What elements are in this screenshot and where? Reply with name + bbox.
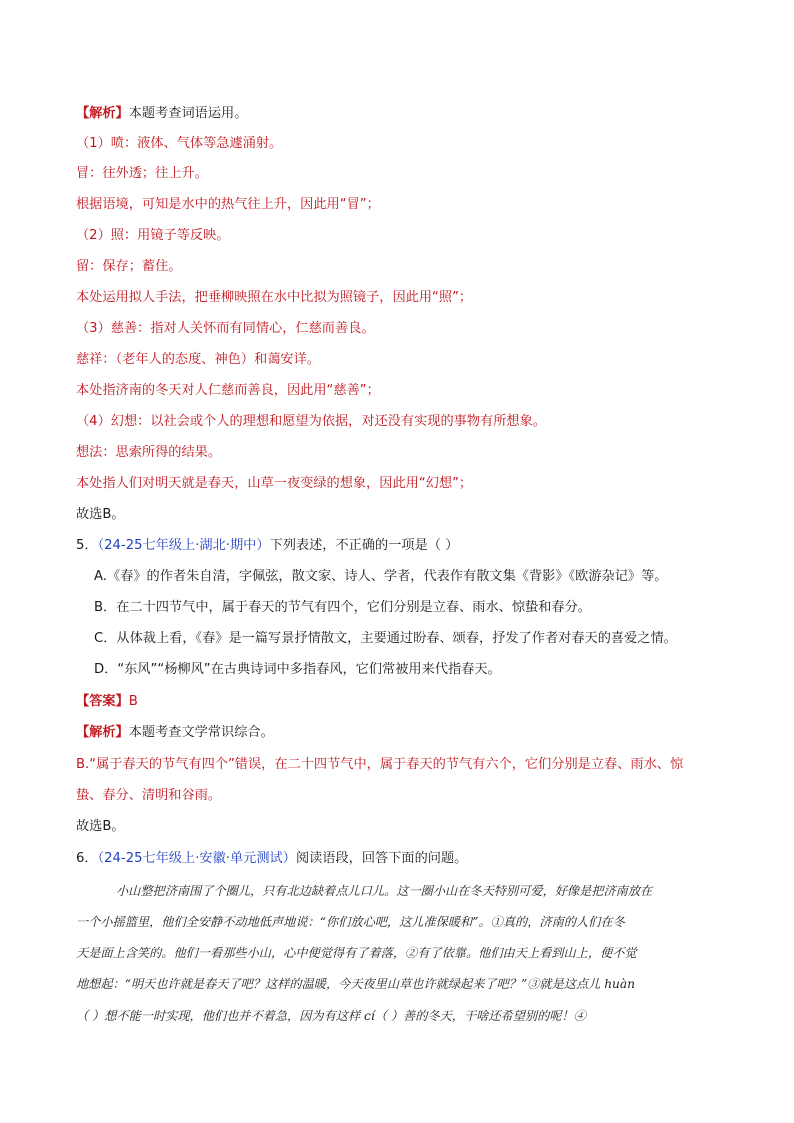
option-a: A.《春》的作者朱自清，字佩弦，散文家、诗人、学者，代表作有散文集《背影》《欧游杂记》等。 (94, 569, 668, 584)
passage-line: 天是面上含笑的。他们一看那些小山，心中便觉得有了着落，②有了依靠。他们由天上看到山上，便不觉 (76, 946, 637, 960)
analysis-line: （1）喷：液体、气体等急遽涌射。 (76, 136, 283, 151)
question-number: 5． (76, 538, 98, 553)
analysis-tag: 【解析】 (76, 725, 129, 740)
analysis-line: 根据语境，可知是水中的热气往上升，因此用“冒”； (76, 197, 380, 212)
passage-line: 一个小摇篮里，他们全安静不动地低声地说：“你们放心吧，这儿准保暖和”。①真的，济南的人们在冬 (76, 915, 625, 929)
analysis-intro: 本题考查词语运用。 (128, 106, 248, 121)
analysis-tag: 【解析】 (76, 106, 129, 121)
analysis-line: （4）幻想：以社会或个人的理想和愿望为依据，对还没有实现的事物有所想象。 (76, 414, 546, 429)
analysis-intro: 本题考查文学常识综合。 (128, 725, 274, 740)
answer-line (76, 693, 736, 711)
analysis-line: 蛰、春分、清明和谷雨。 (76, 788, 222, 803)
analysis-line: 本处指人们对明天就是春天，山草一夜变绿的想象，因此用“幻想”； (76, 476, 473, 491)
passage-line: （ ）想不能一时实现，他们也并不着急，因为有这样 cí（ ）善的冬天，干啥还希望别的呢！④ (76, 1009, 586, 1023)
option-d: D．“东风”“杨柳风”在古典诗词中多指春风，它们常被用来代指春天。 (94, 662, 501, 677)
passage-line: 小山整把济南围了个圈儿，只有北边缺着点儿口儿。这一圈小山在冬天特别可爱，好像是把济南放在 (116, 884, 653, 898)
analysis-heading (76, 724, 736, 742)
analysis-line: （2）照：用镜子等反映。 (76, 228, 230, 243)
analysis-line: 本处运用拟人手法，把垂柳映照在水中比拟为照镜子，因此用“照”； (76, 290, 473, 305)
answer-tag: 【答案】 (76, 694, 129, 709)
analysis-conclusion: 故选B。 (76, 507, 125, 522)
answer-value: B (128, 694, 138, 709)
analysis-line: （3）慈善：指对人关怀而有同情心，仁慈而善良。 (76, 321, 375, 336)
question-source: （24-25七年级上·安徽·单元测试） (97, 851, 296, 866)
analysis-line: 慈祥：（老年人的态度、神色）和蔼安详。 (76, 352, 320, 367)
question-5-stem (76, 537, 736, 555)
passage-line: 地想起：“明天也许就是春天了吧？这样的温暖，今天夜里山草也许就绿起来了吧？”③就是这点儿 huàn (76, 977, 636, 991)
analysis-conclusion: 故选B。 (76, 819, 125, 834)
analysis-line: B.“属于春天的节气有四个”错误，在二十四节气中，属于春天的节气有六个，它们分别是立春、雨水、惊 (76, 757, 684, 772)
analysis-line: 想法：思索所得的结果。 (76, 445, 222, 460)
analysis-line: 冒：往外透；往上升。 (76, 166, 208, 181)
option-b: B．在二十四节气中，属于春天的节气有四个，它们分别是立春、雨水、惊蛰和春分。 (94, 600, 591, 615)
analysis-heading (76, 105, 736, 123)
analysis-line: 本处指济南的冬天对人仁慈而善良，因此用“慈善”； (76, 383, 380, 398)
question-6-stem (76, 850, 736, 868)
question-text: 阅读语段，回答下面的问题。 (295, 851, 468, 866)
question-text: 下列表述，不正确的一项是（ ） (269, 538, 459, 553)
question-source: （24-25七年级上·湖北·期中） (97, 538, 270, 553)
option-c: C．从体裁上看，《春》是一篇写景抒情散文，主要通过盼春、颂春，抒发了作者对春天的喜爱之情。 (94, 631, 677, 646)
question-number: 6． (76, 851, 98, 866)
analysis-line: 留：保存；蓄住。 (76, 259, 182, 274)
